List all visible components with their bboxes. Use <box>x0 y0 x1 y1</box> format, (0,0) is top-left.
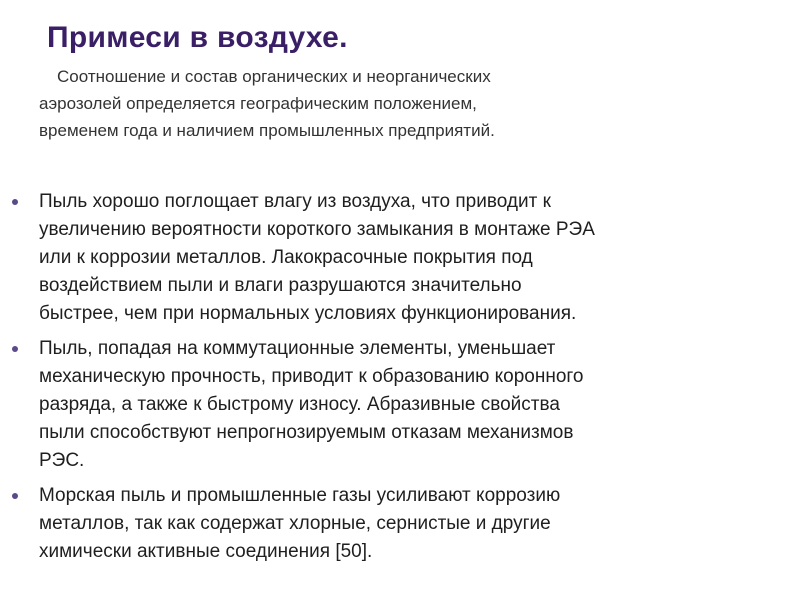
slide-title: Примеси в воздухе. <box>47 21 348 54</box>
bullet-list <box>0 188 800 573</box>
bullet-line: или к коррозии металлов. Лакокрасочные покрытия под <box>39 247 533 268</box>
bullet-item-sea-dust <box>0 482 800 566</box>
bullet-dot-icon <box>12 199 18 205</box>
bullet-line: механическую прочность, приводит к образованию коронного <box>39 366 584 387</box>
bullet-line: быстрее, чем при нормальных условиях функционирования. <box>39 303 577 324</box>
intro-line: аэрозолей определяется географическим положением, <box>39 94 477 113</box>
bullet-dot-icon <box>12 346 18 352</box>
intro-line: временем года и наличием промышленных предприятий. <box>39 121 495 140</box>
bullet-line: пыли способствуют непрогнозируемым отказам механизмов <box>39 422 574 443</box>
bullet-item-dust-switching <box>0 335 800 475</box>
intro-line: Соотношение и состав органических и неорганических <box>57 67 491 86</box>
intro-paragraph <box>39 63 739 144</box>
bullet-line: РЭС. <box>39 450 85 471</box>
bullet-item-dust-moisture <box>0 188 800 328</box>
bullet-line: Морская пыль и промышленные газы усиливают коррозию <box>39 485 561 506</box>
bullet-line: Пыль, попадая на коммутационные элементы, уменьшает <box>39 338 556 359</box>
bullet-line: разряда, а также к быстрому износу. Абразивные свойства <box>39 394 560 415</box>
bullet-line: металлов, так как содержат хлорные, сернистые и другие <box>39 513 551 534</box>
bullet-line: Пыль хорошо поглощает влагу из воздуха, что приводит к <box>39 191 551 212</box>
bullet-line: химически активные соединения [50]. <box>39 541 373 562</box>
bullet-dot-icon <box>12 493 18 499</box>
bullet-line: воздействием пыли и влаги разрушаются значительно <box>39 275 522 296</box>
bullet-line: увеличению вероятности короткого замыкания в монтаже РЭА <box>39 219 595 240</box>
